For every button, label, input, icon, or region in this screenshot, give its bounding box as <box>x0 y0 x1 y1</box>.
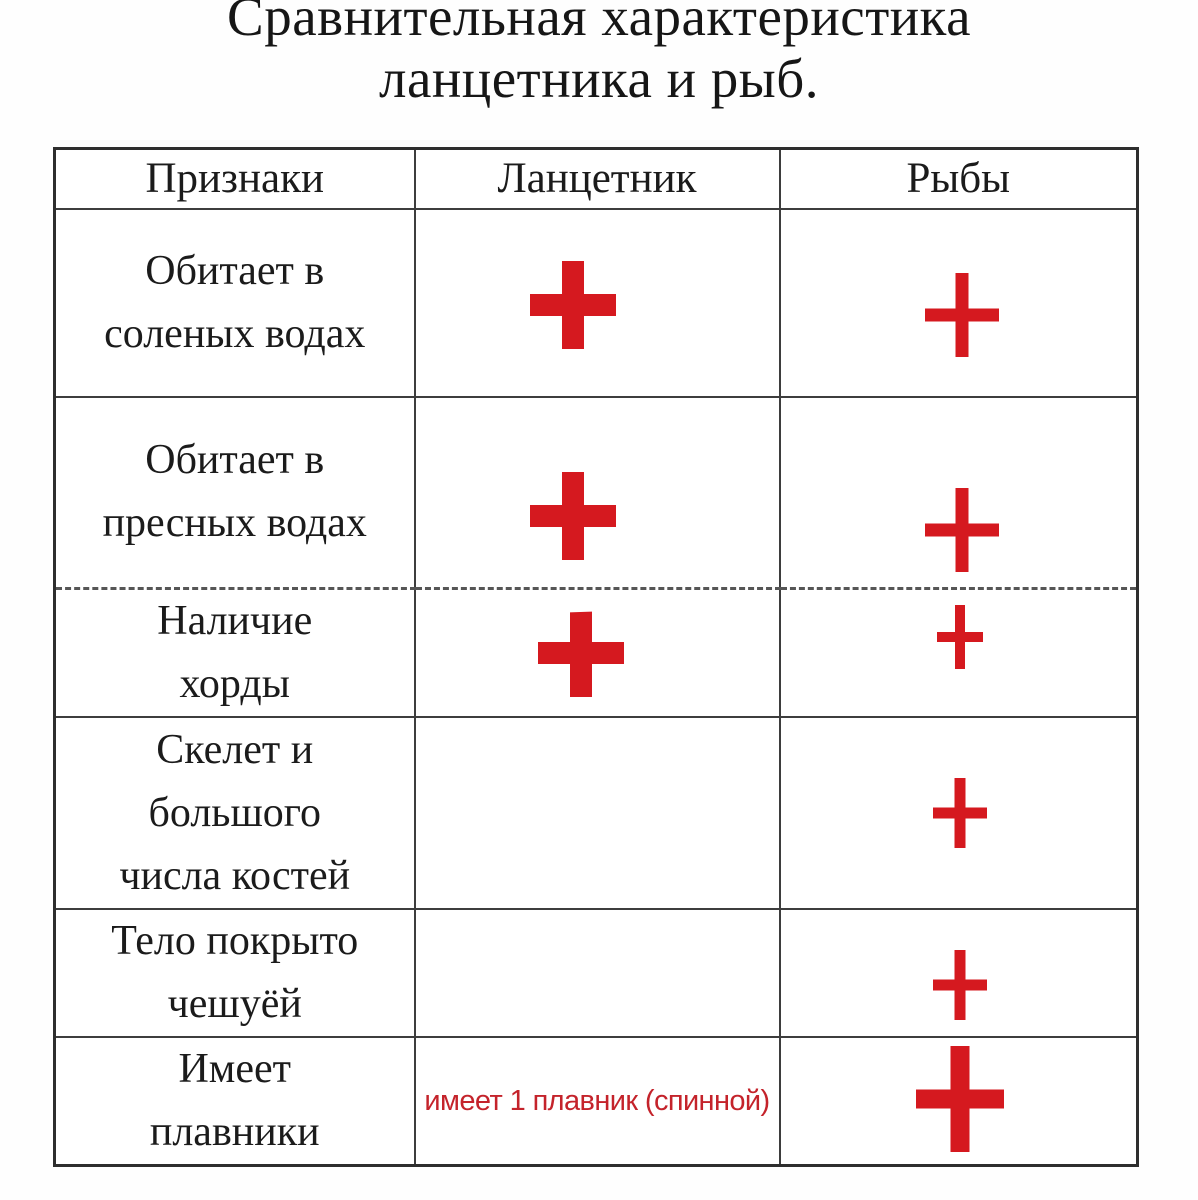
table-row <box>55 1037 1138 1166</box>
lancetnik-note-cell <box>415 1037 780 1166</box>
plus-icon <box>925 488 999 572</box>
lancetnik-mark-cell <box>415 397 780 589</box>
table-header-row <box>55 149 1138 209</box>
header-fish: Рыбы <box>780 149 1138 209</box>
feature-label: Скелет и большого числа костей <box>119 726 351 899</box>
plus-icon <box>925 273 999 357</box>
table-row <box>55 717 1138 909</box>
header-features: Признаки <box>55 149 415 209</box>
plus-icon <box>538 609 624 697</box>
fish-mark-cell <box>780 209 1138 397</box>
header-lancetnik: Ланцетник <box>415 149 780 209</box>
plus-icon <box>937 605 983 669</box>
lancetnik-mark-cell <box>415 909 780 1037</box>
feature-cell <box>55 589 415 718</box>
lancetnik-mark-cell <box>415 717 780 909</box>
white-overlay-artifact <box>612 598 626 610</box>
fish-mark-cell <box>780 1037 1138 1166</box>
plus-icon <box>916 1046 1004 1152</box>
feature-label: Обитает в пресных водах <box>102 437 367 547</box>
plus-icon <box>530 261 616 349</box>
feature-cell <box>55 909 415 1037</box>
fish-mark-cell <box>780 589 1138 718</box>
lancetnik-mark-cell <box>415 589 780 718</box>
feature-cell <box>55 1037 415 1166</box>
plus-icon <box>933 778 987 848</box>
note-text: имеет 1 плавник (спинной) <box>424 1084 770 1117</box>
fish-mark-cell <box>780 717 1138 909</box>
feature-label: Наличие хорды <box>157 598 313 707</box>
table-row <box>55 909 1138 1037</box>
white-overlay-artifact <box>557 594 602 613</box>
table-row <box>55 397 1138 589</box>
fish-mark-cell <box>780 397 1138 589</box>
table-row <box>55 209 1138 397</box>
page-title <box>0 0 1198 110</box>
feature-label: Имеет плавники <box>149 1046 320 1155</box>
feature-cell <box>55 717 415 909</box>
fish-mark-cell <box>780 909 1138 1037</box>
comparison-table <box>53 147 1139 1167</box>
plus-icon <box>530 472 616 560</box>
feature-cell <box>55 397 415 589</box>
table-row <box>55 589 1138 718</box>
feature-label: Тело покрыто чешуёй <box>111 918 359 1027</box>
plus-icon <box>933 950 987 1020</box>
page-title-line2: ланцетника и рыб. <box>379 48 819 109</box>
page-title-line1: Сравнительная характеристика <box>227 0 971 47</box>
feature-label: Обитает в соленых водах <box>104 247 366 357</box>
lancetnik-mark-cell <box>415 209 780 397</box>
feature-cell <box>55 209 415 397</box>
